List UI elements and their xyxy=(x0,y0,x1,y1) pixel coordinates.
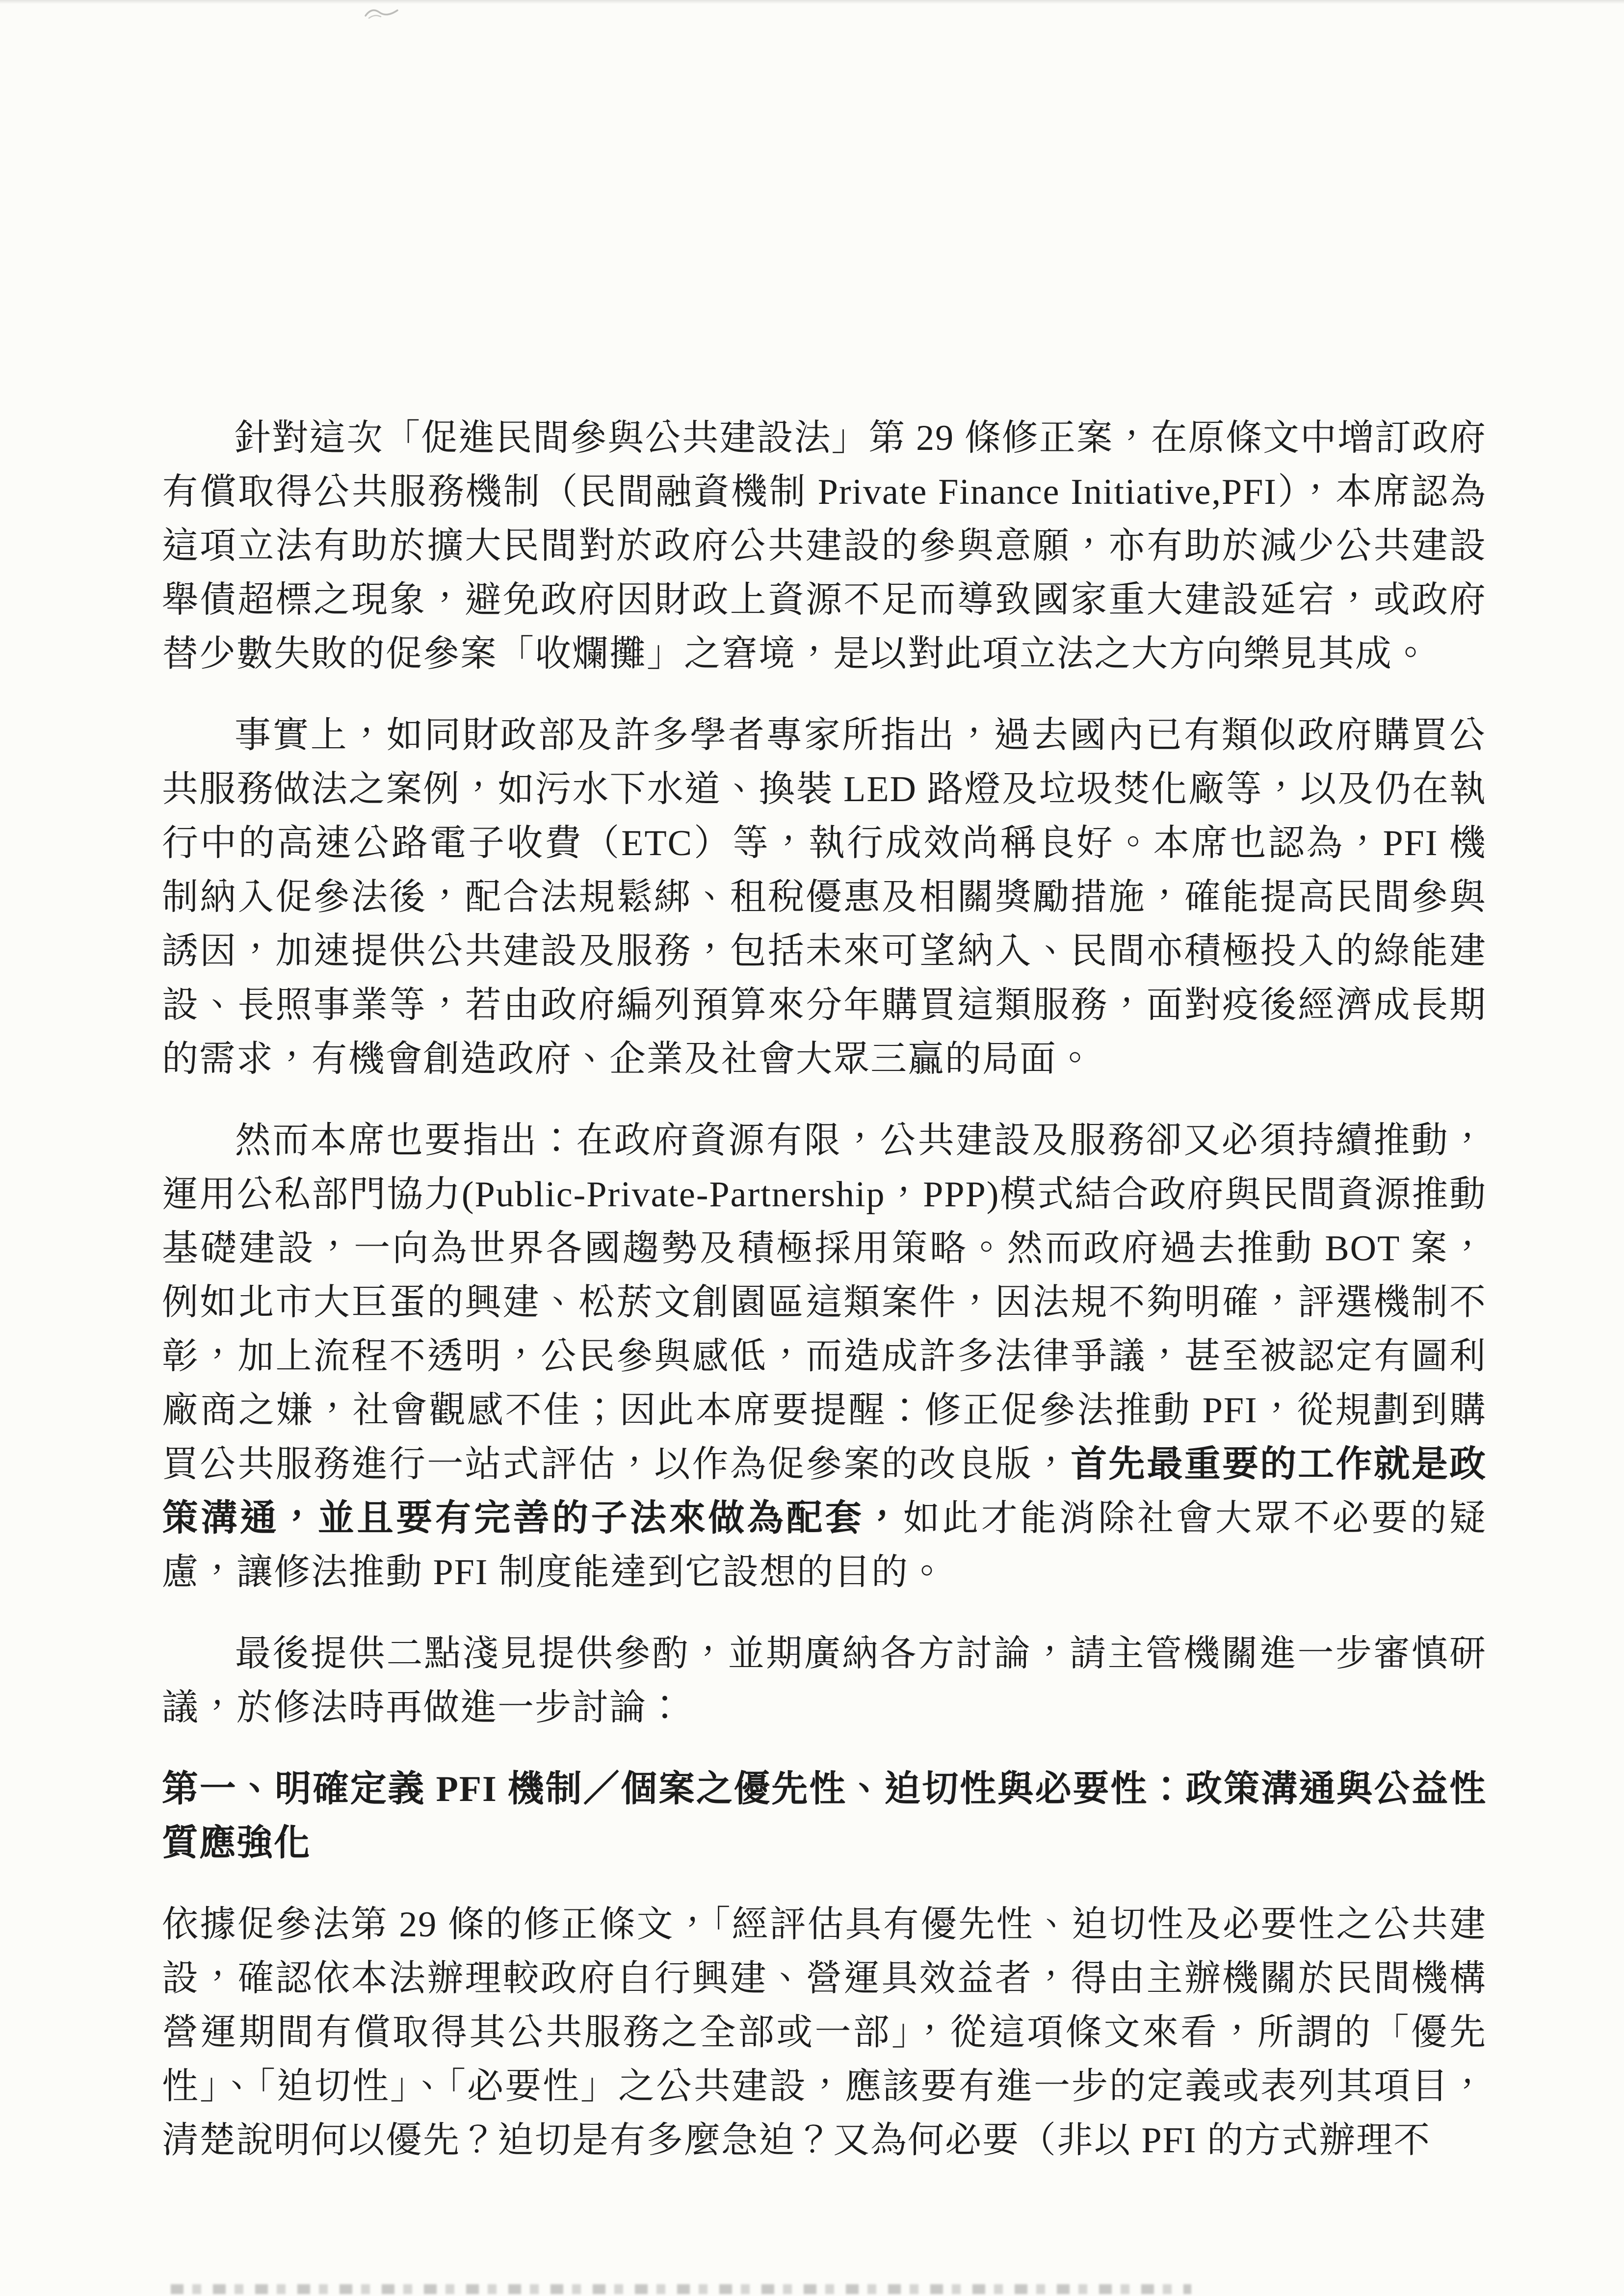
paragraph-intro: 針對這次「促進民間參與公共建設法」第 29 條修正案，在原條文中增訂政府有償取得公共服務機制（民間融資機制 Private Finance Initiative,PFI），本席認為這項立法有助於擴大民間對於政府公共建設的參與意願，亦有助於減少公共建設舉債超標之現象，避免政府因財政上資源不足而導致國家重大建設延宕，或政府替少數失敗的促參案「收爛攤」之窘境，是以對此項立法之大方向樂見其成。 xyxy=(162,418,1487,674)
paragraph-text: 然而本席也要指出：在政府資源有限，公共建設及服務卻又必須持續推動，運用公私部門協力(Public-Private-Partnership，PPP)模式結合政府與民間資源推動基礎建設，一向為世界各國趨勢及積極採用策略。然而政府過去推動 BOT 案，例如北市大巨蛋的興建、松菸文創園區這類案件，因法規不夠明確，評選機制不彰，加上流程不透明，公民參與感低，而造成許多法律爭議，甚至被認定有圖利廠商之嫌，社會觀感不佳；因此本席要提醒：修正促參法推動 PFI，從規劃到購買公共服務進行一站式評估，以作為促參案的改良版， xyxy=(162,1121,1487,1485)
section-heading-first-point: 第一、明確定義 PFI 機制／個案之優先性、迫切性與必要性：政策溝通與公益性質應強化 xyxy=(162,1769,1487,1863)
paragraph-closing-lead: 最後提供二點淺見提供參酌，並期廣納各方討論，請主管機關進一步審慎研議，於修法時再做進一步討論： xyxy=(162,1634,1487,1728)
paragraph-text: 如此才能消除社會大眾不必要的疑慮，讓修法推動 PFI 制度能達到它設想的目的。 xyxy=(162,1498,1487,1592)
cutoff-text-artifact xyxy=(171,2284,1191,2294)
scan-edge-shadow xyxy=(0,0,1624,4)
paragraph-article29-analysis: 依據促參法第 29 條的修正條文，「經評估具有優先性、迫切性及必要性之公共建設，確認依本法辦理較政府自行興建、營運具效益者，得由主辦機關於民間機構營運期間有償取得其公共服務之全部或一部」，從這項條文來看，所謂的「優先性」、「迫切性」、「必要性」之公共建設，應該要有進一步的定義或表列其項目，清楚說明何以優先？迫切是有多麼急迫？又為何必要（非以 PFI 的方式辦理不 xyxy=(162,1905,1487,2161)
handwritten-mark xyxy=(364,5,399,23)
paragraph-precedents: 事實上，如同財政部及許多學者專家所指出，過去國內已有類似政府購買公共服務做法之案例，如污水下水道、換裝 LED 路燈及垃圾焚化廠等，以及仍在執行中的高速公路電子收費（ETC）等，執行成效尚稱良好。本席也認為，PFI 機制納入促參法後，配合法規鬆綁、租稅優惠及相關獎勵措施，確能提高民間參與誘因，加速提供公共建設及服務，包括未來可望納入、民間亦積極投入的綠能建設、長照事業等，若由政府編列預算來分年購買這類服務，面對疫後經濟成長期的需求，有機會創造政府、企業及社會大眾三贏的局面。 xyxy=(162,715,1487,1079)
document-body xyxy=(162,411,1487,2195)
emphasized-text: 首先最重要的工作就是政策溝通，並且要有完善的子法來做為配套， xyxy=(162,1444,1487,1539)
paragraph-caution xyxy=(162,1114,1487,1599)
